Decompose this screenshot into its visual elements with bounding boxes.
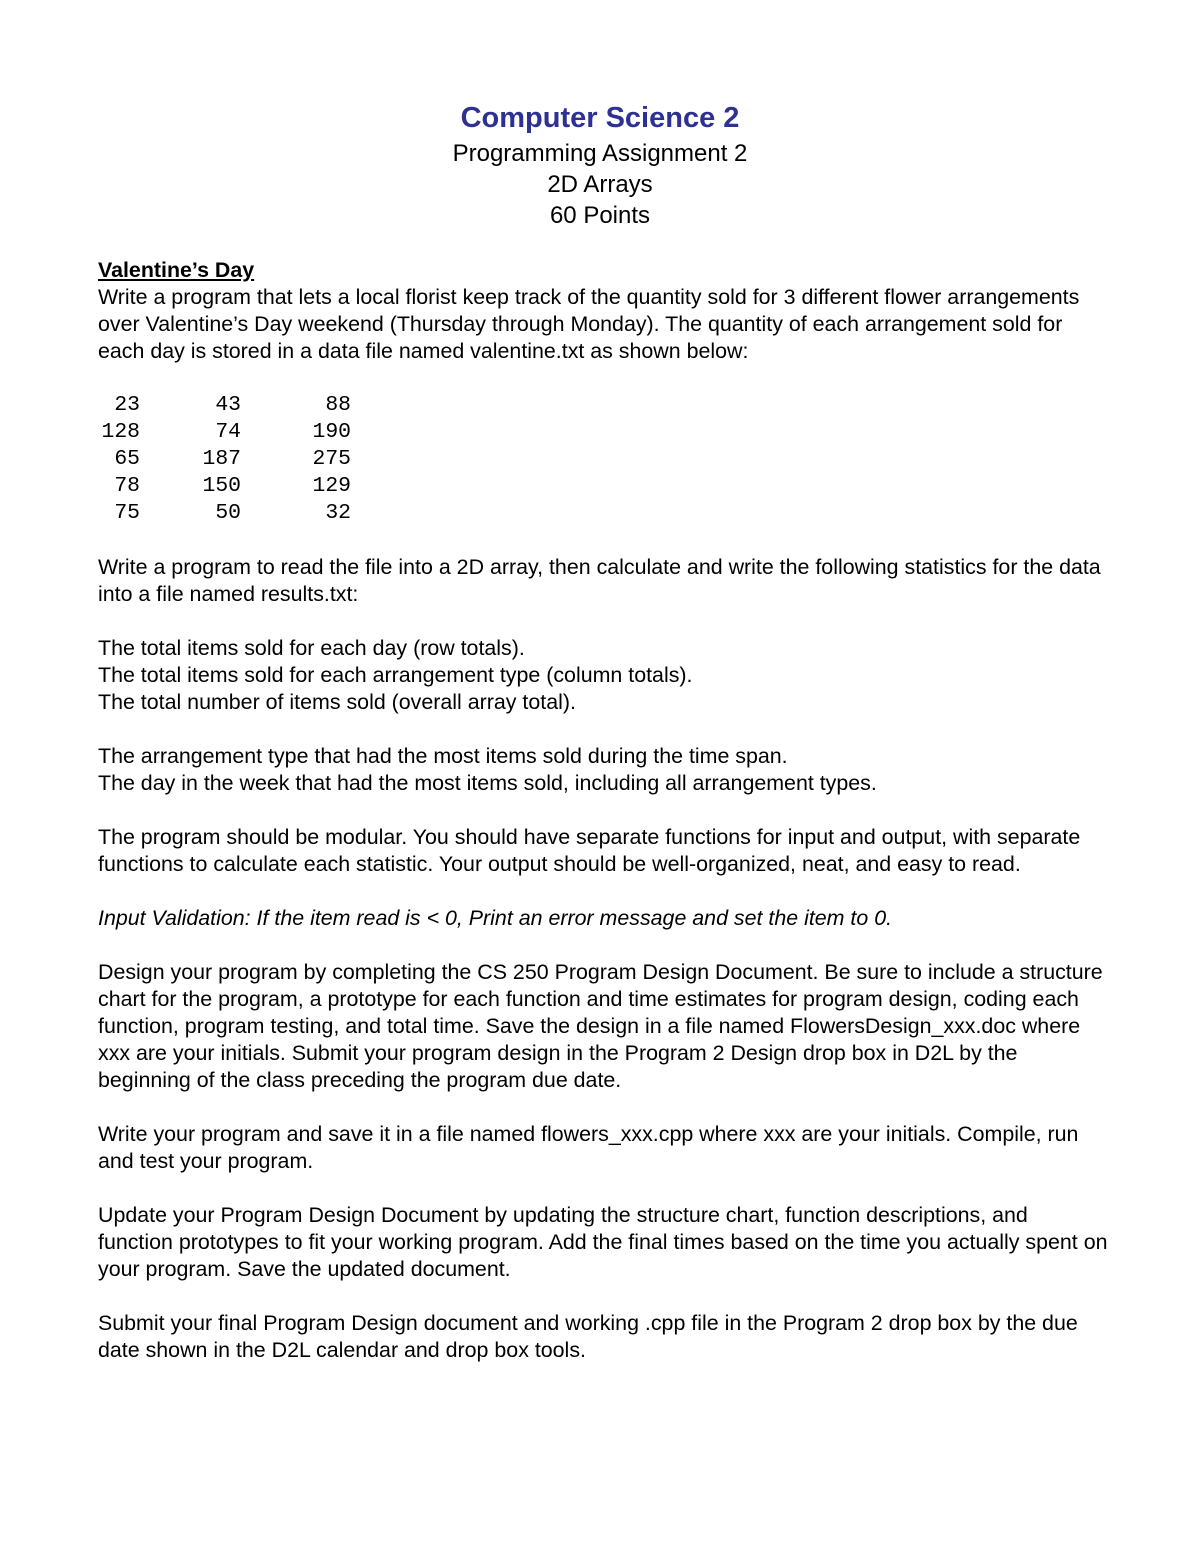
table-cell: 275 [312, 447, 351, 471]
table-cell: 50 [215, 501, 241, 525]
intro-paragraph: Write a program that lets a local florist keep track of the quantity sold for 3 different flower arrangements over Valentine’s Day weekend (Thursday through Monday). The quantity of each arrangement sold for each day is stored in a data file named valentine.txt as shown below: [98, 285, 1080, 363]
table-cell: 74 [215, 420, 241, 444]
read-instructions-paragraph: Write a program to read the file into a 2D array, then calculate and write the following statistics for the data into a file named results.txt: [98, 555, 1101, 606]
spacer [98, 797, 1108, 824]
table-row [98, 500, 351, 527]
table-cell: 65 [114, 447, 140, 471]
spacer [98, 365, 1108, 392]
table-cell: 88 [325, 393, 351, 417]
design-paragraph: Design your program by completing the CS 250 Program Design Document. Be sure to include a structure chart for the program, a prototype for each function and time estimates for program design, coding each function, program testing, and total time. Save the design in a file named FlowersDesign_xxx.doc where xxx are your initials. Submit your program design in the Program 2 Design drop box in D2L by the beginning of the class preceding the program due date. [98, 960, 1103, 1092]
stat-most-arrangement: The arrangement type that had the most items sold during the time span. [98, 744, 788, 768]
spacer [98, 527, 1108, 554]
stat-column-totals: The total items sold for each arrangement type (column totals). [98, 663, 693, 687]
section-heading: Valentine’s Day [98, 258, 255, 282]
stat-most-day: The day in the week that had the most items sold, including all arrangement types. [98, 771, 877, 795]
table-cell: 75 [114, 501, 140, 525]
input-validation-paragraph: Input Validation: If the item read is < 0, Print an error message and set the item to 0. [98, 906, 893, 930]
table-row [98, 473, 351, 500]
document-body [98, 257, 1108, 1364]
update-design-paragraph: Update your Program Design Document by updating the structure chart, function descriptions, and function prototypes to fit your working program. Add the final times based on the time you actually spent on your program. Save the updated document. [98, 1203, 1108, 1281]
table-cell: 78 [114, 474, 140, 498]
stat-row-totals: The total items sold for each day (row totals). [98, 636, 525, 660]
table-cell: 190 [312, 420, 351, 444]
spacer [98, 1175, 1108, 1202]
write-program-paragraph: Write your program and save it in a file named flowers_xxx.cpp where xxx are your initials. Compile, run and test your program. [98, 1122, 1079, 1173]
submit-final-paragraph: Submit your final Program Design document and working .cpp file in the Program 2 drop box by the due date shown in the D2L calendar and drop box tools. [98, 1311, 1078, 1362]
table-cell: 150 [202, 474, 241, 498]
spacer [98, 1094, 1108, 1121]
spacer [98, 932, 1108, 959]
table-cell: 32 [325, 501, 351, 525]
table-row [98, 392, 351, 419]
data-file-table [98, 392, 351, 527]
spacer [98, 608, 1108, 635]
stat-overall-total: The total number of items sold (overall array total). [98, 690, 576, 714]
document-header [0, 98, 1200, 231]
assignment-points: 60 Points [549, 202, 651, 229]
table-cell: 43 [215, 393, 241, 417]
table-cell: 23 [114, 393, 140, 417]
modular-paragraph: The program should be modular. You should have separate functions for input and output, with separate functions to calculate each statistic. Your output should be well-organized, neat, and easy to read. [98, 825, 1081, 876]
table-cell: 128 [101, 420, 140, 444]
spacer [98, 878, 1108, 905]
table-cell: 187 [202, 447, 241, 471]
spacer [98, 1283, 1108, 1310]
spacer [98, 716, 1108, 743]
document-title: Computer Science 2 [460, 102, 740, 134]
assignment-topic: 2D Arrays [547, 171, 653, 198]
table-cell: 129 [312, 474, 351, 498]
assignment-name: Programming Assignment 2 [452, 140, 748, 167]
table-row [98, 419, 351, 446]
table-row [98, 446, 351, 473]
